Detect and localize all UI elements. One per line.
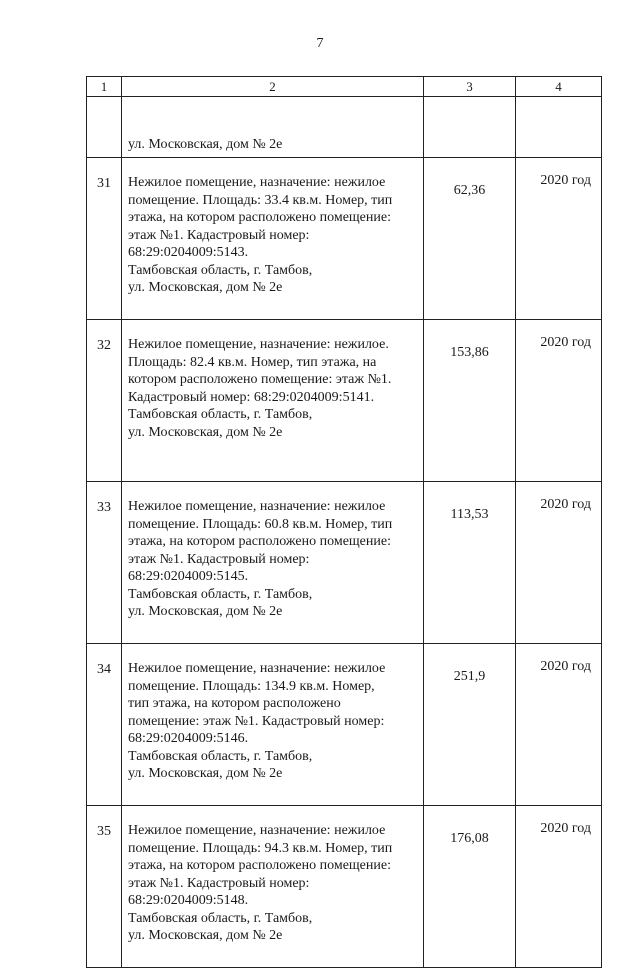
row-year: 2020 год (516, 644, 602, 806)
row-year: 2020 год (516, 158, 602, 320)
table-row (87, 644, 602, 806)
row-description: Нежилое помещение, назначение: нежилое помещение. Площадь: 33.4 кв.м. Номер, тип этажа, на котором расположено помещение: этаж №1. Кадастровый номер: 68:29:0204009:5143. Тамбовская область, г. Тамбов, ул. Московская, дом № 2е (122, 158, 424, 320)
continuation-row (87, 97, 602, 158)
table-row (87, 320, 602, 482)
continuation-year (516, 97, 602, 158)
continuation-description: ул. Московская, дом № 2е (122, 97, 424, 158)
row-description: Нежилое помещение, назначение: нежилое помещение. Площадь: 134.9 кв.м. Номер, тип этажа, на котором расположено помещение: этаж №1. Кадастровый номер: 68:29:0204009:5146. Тамбовская область, г. Тамбов, ул. Московская, дом № 2е (122, 644, 424, 806)
continuation-num (87, 97, 122, 158)
row-description: Нежилое помещение, назначение: нежилое помещение. Площадь: 60.8 кв.м. Номер, тип этажа, на котором расположено помещение: этаж №1. Кадастровый номер: 68:29:0204009:5145. Тамбовская область, г. Тамбов, ул. Московская, дом № 2е (122, 482, 424, 644)
row-number: 33 (87, 482, 122, 644)
row-value: 176,08 (424, 806, 516, 968)
table-row (87, 158, 602, 320)
table-header-row (87, 77, 602, 97)
column-header-4: 4 (516, 77, 602, 97)
table-row (87, 806, 602, 968)
property-table (86, 76, 602, 968)
row-year: 2020 год (516, 806, 602, 968)
row-value: 113,53 (424, 482, 516, 644)
page-number: 7 (316, 36, 324, 51)
column-header-3: 3 (424, 77, 516, 97)
row-value: 62,36 (424, 158, 516, 320)
row-value: 251,9 (424, 644, 516, 806)
continuation-area (424, 97, 516, 158)
row-number: 32 (87, 320, 122, 482)
row-description: Нежилое помещение, назначение: нежилое. Площадь: 82.4 кв.м. Номер, тип этажа, на котором расположено помещение: этаж №1. Кадастровый номер: 68:29:0204009:5141. Тамбовская область, г. Тамбов, ул. Московская, дом № 2е (122, 320, 424, 482)
column-header-1: 1 (87, 77, 122, 97)
row-number: 35 (87, 806, 122, 968)
row-number: 34 (87, 644, 122, 806)
row-year: 2020 год (516, 482, 602, 644)
column-header-2: 2 (122, 77, 424, 97)
table-row (87, 482, 602, 644)
row-year: 2020 год (516, 320, 602, 482)
row-value: 153,86 (424, 320, 516, 482)
row-description: Нежилое помещение, назначение: нежилое помещение. Площадь: 94.3 кв.м. Номер, тип этажа, на котором расположено помещение: этаж №1. Кадастровый номер: 68:29:0204009:5148. Тамбовская область, г. Тамбов, ул. Московская, дом № 2е (122, 806, 424, 968)
row-number: 31 (87, 158, 122, 320)
